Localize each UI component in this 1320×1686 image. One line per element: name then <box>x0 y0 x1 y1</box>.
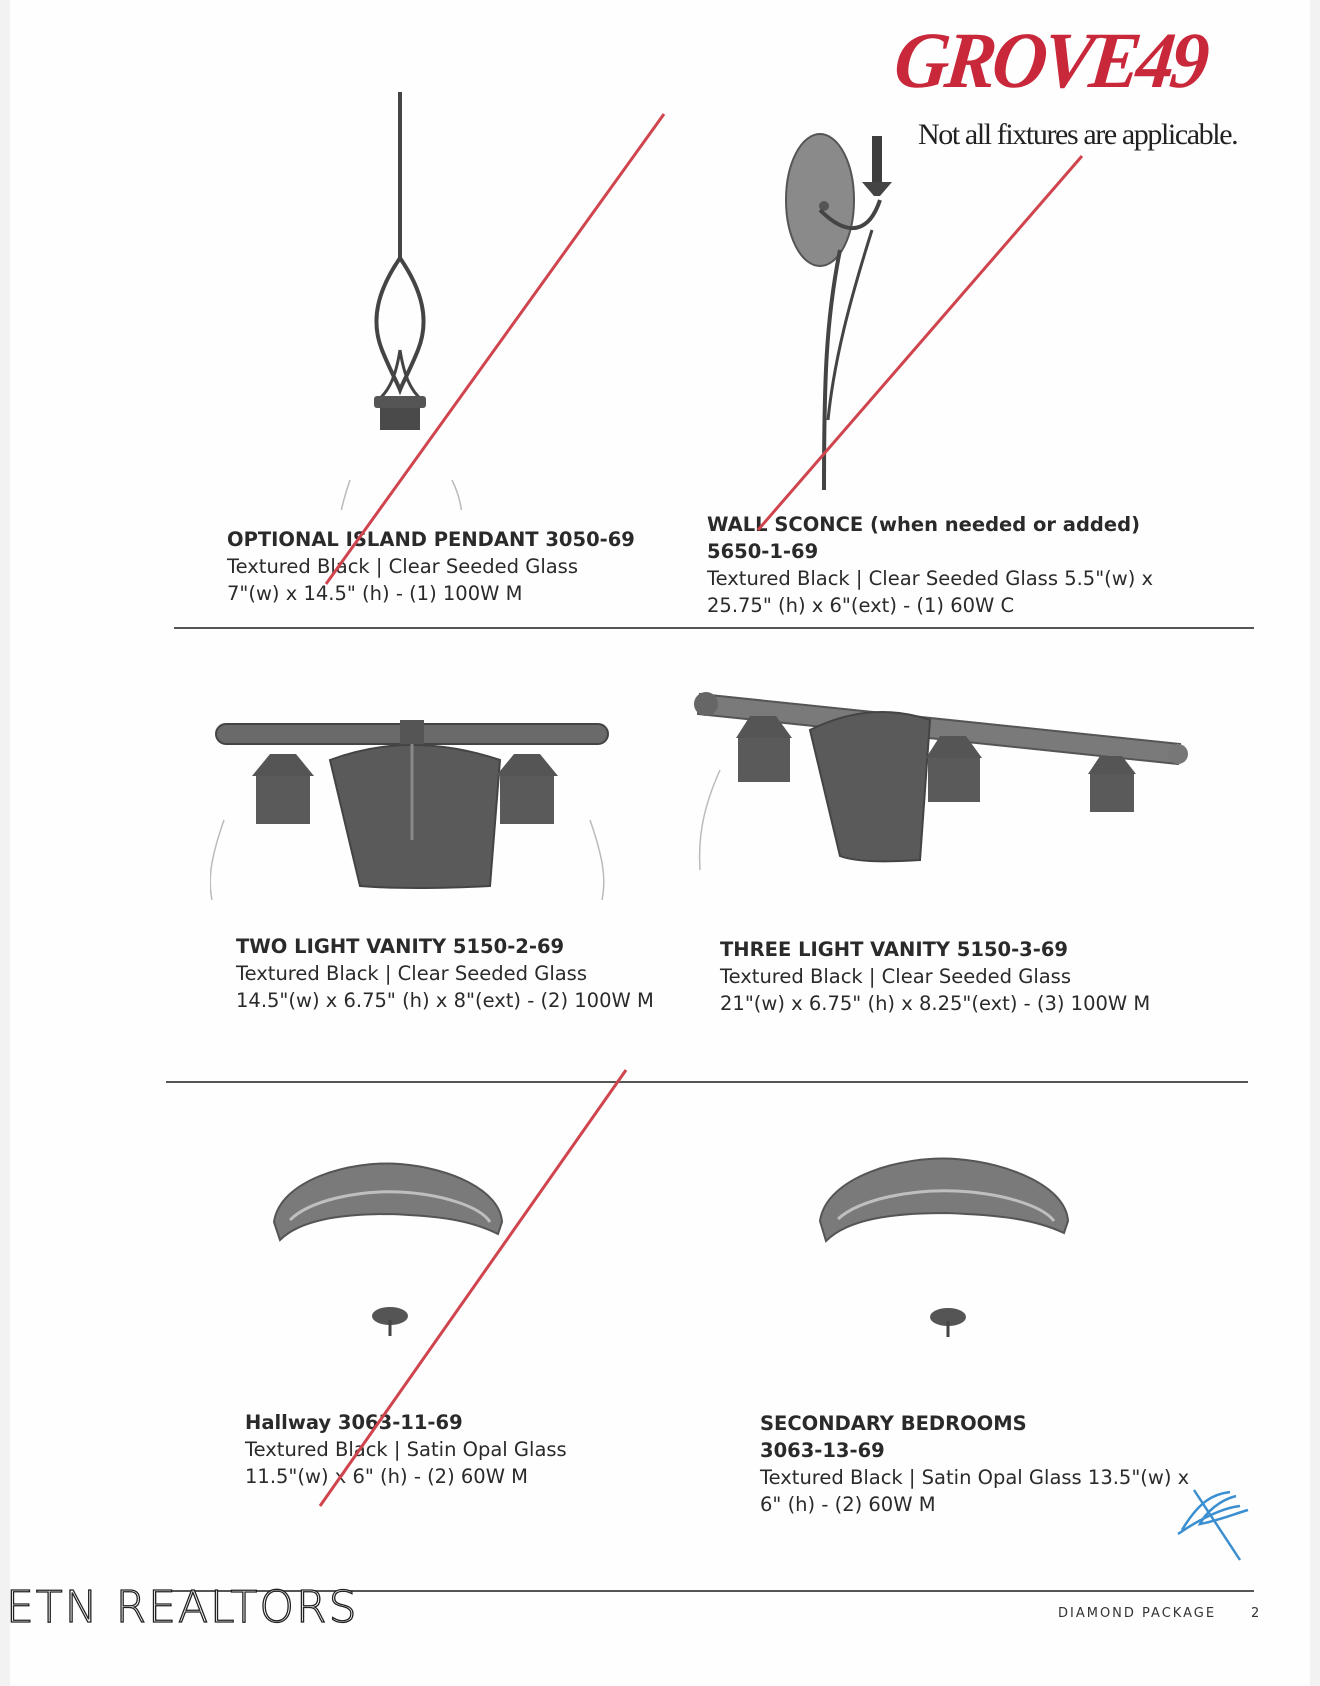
fixture-detail: Textured Black | Clear Seeded Glass <box>720 965 1071 988</box>
strike-mark <box>758 156 1082 530</box>
strike-mark <box>326 114 664 584</box>
fixture-detail: 25.75" (h) x 6"(ext) - (1) 60W C <box>707 594 1015 617</box>
fixture-detail: 21"(w) x 6.75" (h) x 8.25"(ext) - (3) 100W M <box>720 992 1151 1015</box>
watermark: ETN REALTORS <box>6 1582 359 1633</box>
fixture-model: 3063-13-69 <box>760 1439 885 1462</box>
fixture-detail: 14.5"(w) x 6.75" (h) x 8"(ext) - (2) 100W M <box>236 989 654 1012</box>
fixture-title: WALL SCONCE (when needed or added) <box>707 513 1140 536</box>
package-label: DIAMOND PACKAGE <box>1058 1606 1217 1621</box>
strike-mark <box>320 1070 626 1506</box>
initials-mark <box>1178 1490 1248 1560</box>
fixture-title: Hallway 3063-11-69 <box>245 1411 463 1434</box>
fixture-model: 5650-1-69 <box>707 540 819 563</box>
fixture-detail: Textured Black | Clear Seeded Glass 5.5"(w) x <box>707 567 1154 590</box>
fixture-detail: 6" (h) - (2) 60W M <box>760 1493 936 1516</box>
fixture-detail: Textured Black | Clear Seeded Glass <box>236 962 587 985</box>
fixture-detail: 7"(w) x 14.5" (h) - (1) 100W M <box>227 582 523 605</box>
fixture-title: THREE LIGHT VANITY 5150-3-69 <box>720 938 1068 961</box>
applicability-note: Not all fixtures are applicable. <box>918 118 1238 151</box>
fixture-title: SECONDARY BEDROOMS <box>760 1412 1027 1435</box>
fixture-detail: Textured Black | Satin Opal Glass 13.5"(w) x <box>760 1466 1190 1489</box>
fixture-title: OPTIONAL ISLAND PENDANT 3050-69 <box>227 528 635 551</box>
fixture-detail: 11.5"(w) x 6" (h) - (2) 60W M <box>245 1465 529 1488</box>
fixture-detail: Textured Black | Satin Opal Glass <box>245 1438 567 1461</box>
brand-mark: GROVE49 <box>890 16 1210 106</box>
fixture-title: TWO LIGHT VANITY 5150-2-69 <box>236 935 565 958</box>
page-number: 2 <box>1251 1606 1260 1621</box>
fixture-detail: Textured Black | Clear Seeded Glass <box>227 555 578 578</box>
